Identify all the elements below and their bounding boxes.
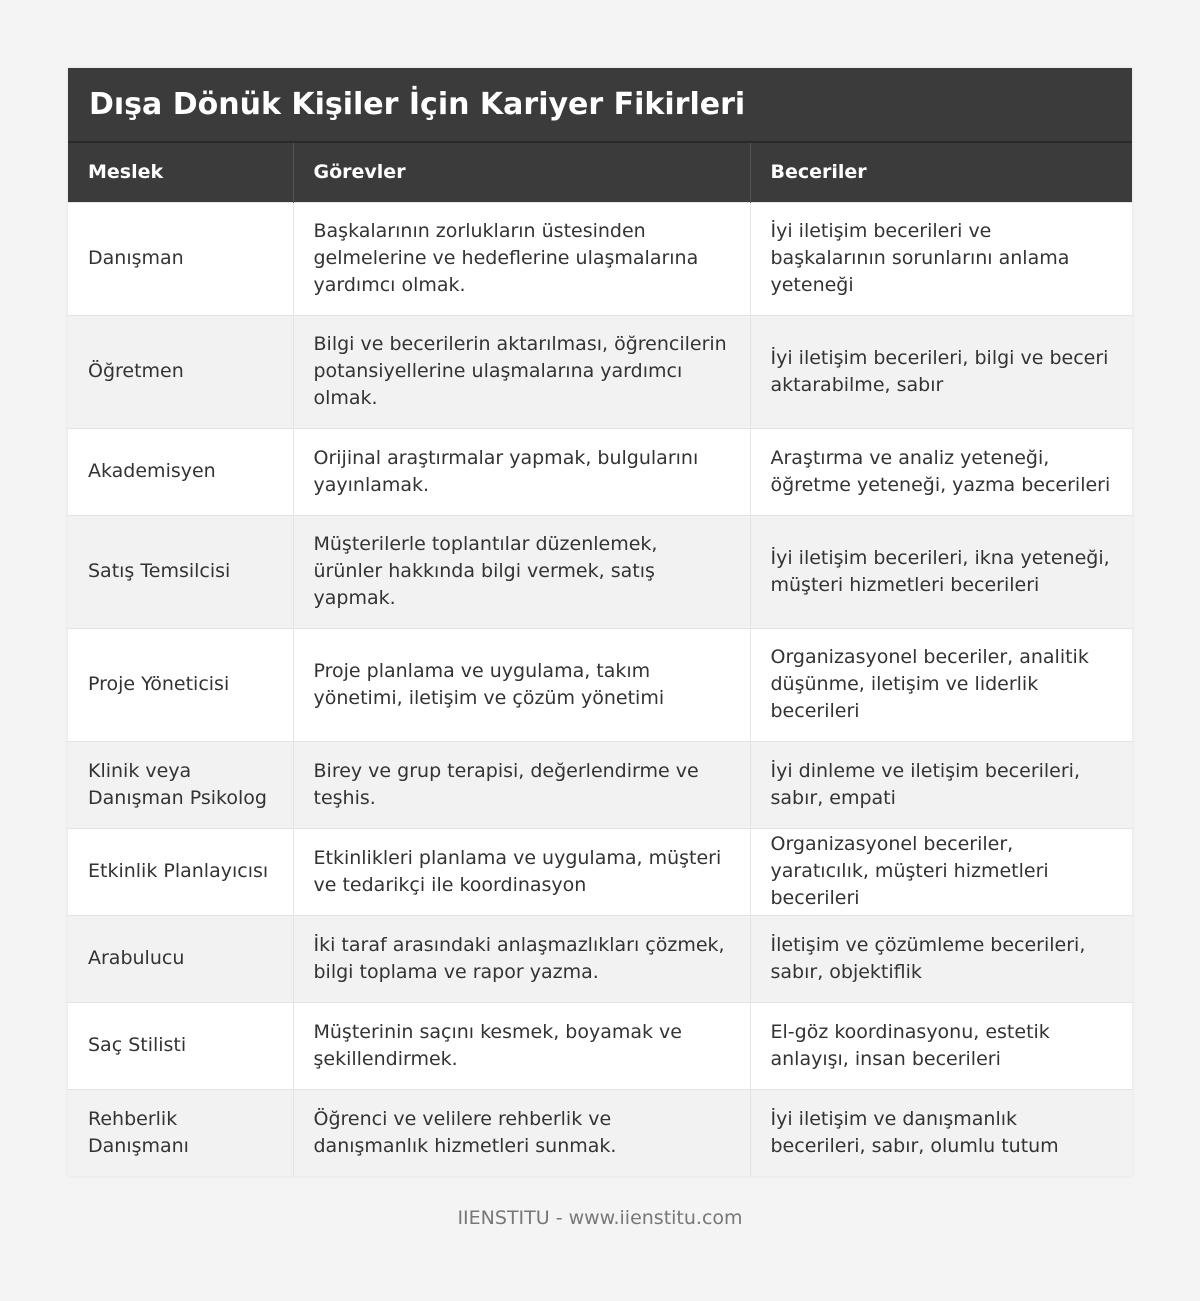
cell-gorevler: İki taraf arasındaki anlaşmazlıkları çözmek, bilgi toplama ve rapor yazma. <box>293 915 750 1002</box>
career-table-card <box>68 68 1132 1176</box>
cell-beceriler: İyi iletişim ve danışmanlık becerileri, sabır, olumlu tutum <box>750 1089 1132 1176</box>
cell-meslek: Proje Yöneticisi <box>68 628 293 741</box>
column-header-meslek: Meslek <box>68 143 293 202</box>
cell-meslek: Saç Stilisti <box>68 1002 293 1089</box>
table-row <box>68 515 1132 628</box>
cell-gorevler: Etkinlikleri planlama ve uygulama, müşteri ve tedarikçi ile koordinasyon <box>293 828 750 915</box>
cell-beceriler: İyi dinleme ve iletişim becerileri, sabır, empati <box>750 741 1132 828</box>
table-row <box>68 828 1132 915</box>
cell-gorevler: Orijinal araştırmalar yapmak, bulgularını yayınlamak. <box>293 428 750 515</box>
table-row <box>68 915 1132 1002</box>
column-header-gorevler: Görevler <box>293 143 750 202</box>
cell-meslek: Öğretmen <box>68 315 293 428</box>
cell-beceriler: İyi iletişim becerileri ve başkalarının sorunlarını anlama yeteneği <box>750 202 1132 315</box>
column-header-beceriler: Beceriler <box>750 143 1132 202</box>
table-header-row <box>68 143 1132 202</box>
table-title: Dışa Dönük Kişiler İçin Kariyer Fikirleri <box>68 68 1132 143</box>
cell-meslek: Danışman <box>68 202 293 315</box>
cell-meslek: Arabulucu <box>68 915 293 1002</box>
cell-beceriler: El-göz koordinasyonu, estetik anlayışı, insan becerileri <box>750 1002 1132 1089</box>
table-row <box>68 202 1132 315</box>
cell-gorevler: Başkalarının zorlukların üstesinden gelmelerine ve hedeflerine ulaşmalarına yardımcı olmak. <box>293 202 750 315</box>
cell-gorevler: Müşterilerle toplantılar düzenlemek, ürünler hakkında bilgi vermek, satış yapmak. <box>293 515 750 628</box>
cell-meslek: Rehberlik Danışmanı <box>68 1089 293 1176</box>
cell-meslek: Akademisyen <box>68 428 293 515</box>
cell-meslek: Satış Temsilcisi <box>68 515 293 628</box>
cell-gorevler: Bilgi ve becerilerin aktarılması, öğrencilerin potansiyellerine ulaşmalarına yardımcı olmak. <box>293 315 750 428</box>
table-row <box>68 628 1132 741</box>
cell-beceriler: İyi iletişim becerileri, ikna yeteneği, müşteri hizmetleri becerileri <box>750 515 1132 628</box>
cell-meslek: Etkinlik Planlayıcısı <box>68 828 293 915</box>
cell-meslek: Klinik veya Danışman Psikolog <box>68 741 293 828</box>
table-row <box>68 741 1132 828</box>
cell-gorevler: Müşterinin saçını kesmek, boyamak ve şekillendirmek. <box>293 1002 750 1089</box>
cell-gorevler: Öğrenci ve velilere rehberlik ve danışmanlık hizmetleri sunmak. <box>293 1089 750 1176</box>
career-table <box>68 143 1132 1176</box>
cell-gorevler: Proje planlama ve uygulama, takım yönetimi, iletişim ve çözüm yönetimi <box>293 628 750 741</box>
cell-beceriler: İletişim ve çözümleme becerileri, sabır, objektiflik <box>750 915 1132 1002</box>
table-row <box>68 315 1132 428</box>
cell-beceriler: Araştırma ve analiz yeteneği, öğretme yeteneği, yazma becerileri <box>750 428 1132 515</box>
cell-gorevler: Birey ve grup terapisi, değerlendirme ve teşhis. <box>293 741 750 828</box>
cell-beceriler: Organizasyonel beceriler, yaratıcılık, müşteri hizmetleri becerileri <box>750 828 1132 915</box>
cell-beceriler: Organizasyonel beceriler, analitik düşünme, iletişim ve liderlik becerileri <box>750 628 1132 741</box>
footer-credit: IIENSTITU - www.iienstitu.com <box>457 1207 743 1229</box>
cell-beceriler: İyi iletişim becerileri, bilgi ve beceri aktarabilme, sabır <box>750 315 1132 428</box>
table-row <box>68 1089 1132 1176</box>
table-row <box>68 428 1132 515</box>
table-row <box>68 1002 1132 1089</box>
